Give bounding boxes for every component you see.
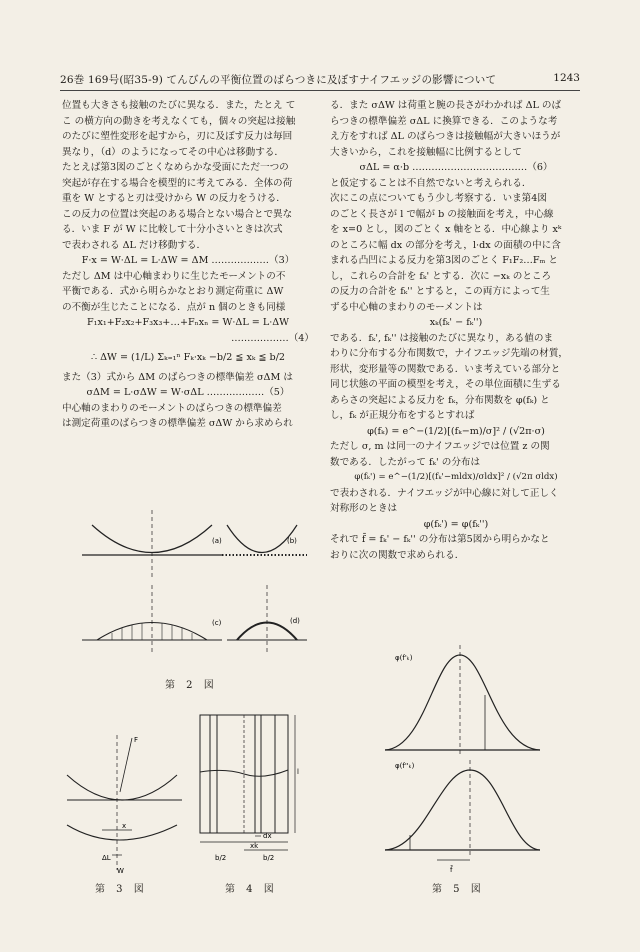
fig2-panel-a [82,510,222,577]
figure-3 [62,730,192,875]
right-column [330,98,582,563]
equation-4-number: ………………（4） [231,332,314,344]
text-line: こ の横方向の動きを考えなくても，個々の突起は接触 [62,115,296,127]
text-line: 大きいから，これを接触幅に比例するとして [330,146,522,158]
text-line: し，これらの合計を fₖ' とする．次に −xₖ のところ [330,270,552,282]
text-line: 中心軸のまわりのモーメントのばらつきの標準偏差 [62,402,282,414]
equation-3: F·x = W·ΔL = L·ΔW = ΔM ………………（3） [81,255,295,266]
fig3-label-x: x [122,822,127,830]
text-line: たとえば第3図のごとくなめらかな受面にただ一つの [62,162,289,173]
text-line: え方をすれば ΔL のばらつきは接触幅が大きいほうが [330,131,561,142]
text-line: である．fₖ', fₖ'' は接触のたびに異なり，ある値のま [330,332,554,344]
fig4-label-b2-right: b/2 [263,854,275,862]
text-line: を x=0 とし，図のごとく x 軸をとる．中心線より xᵏ [330,224,562,235]
text-line: わりに分布する分布関数で，ナイフエッジ先端の材質， [330,348,569,359]
fig2-label-a: (a) [212,537,222,545]
left-column [62,98,314,432]
figure-3-caption: 第 3 図 [95,884,148,895]
fig5-label-phi-double-prime: φ(f''ₖ) [395,762,415,770]
text-line: で表わされる．ナイフエッジが中心線に対して正しく [330,487,559,499]
figure-2-caption: 第 2 図 [165,680,218,691]
text-line: る．いま F が W に比較して十分小さいときは次式 [62,224,283,235]
text-line: ただし σ, m は同一のナイフエッジでは位置 z の関 [330,441,550,452]
equation-6: σΔL = α·b ………………………………（6） [359,162,553,173]
equation-symmetric: φ(fₖ') = φ(fₖ'') [423,518,489,530]
equation-5: σΔM = L·σΔW = W·σΔL ………………（5） [86,387,290,398]
fig2-panel-c [82,585,222,655]
text-line: 異なり，（d）のようになってその中心は移動する． [62,146,284,158]
page-number: 1243 [553,72,580,84]
text-line: のところに幅 dx の部分を考え，l·dx の面積の中に含 [330,239,561,251]
text-line: また（3）式から ΔM のばらつきの標準偏差 σΔM は [62,371,293,383]
equation-normal: φ(fₖ) = e^−(1/2)[(fₖ−m)/σ]² / (√2π·σ) [367,425,545,437]
text-line: 次にこの点についてもう少し考察する．いま第4図 [330,193,547,204]
text-line: ただし ΔM は中心軸まわりに生じたモーメントの不 [62,270,286,282]
equation-4: F₁x₁+F₂x₂+F₃x₃+…+Fₙxₙ = W·ΔL = L·ΔW [86,317,290,328]
text-line: は測定荷重のばらつきの標準偏差 σΔW から求められ [62,418,293,429]
equation-moment: xₖ(fₖ' − fₖ'') [429,317,483,328]
text-line: 平衡である．式から明らかなとおり測定荷重に ΔW [62,286,284,297]
text-line: 位置も大きさも接触のたびに異なる．また，たとえ て [62,100,296,111]
figure-5 [375,640,550,880]
running-header [60,72,580,91]
text-line: で表わされる ΔL だけ移動する． [62,239,207,251]
text-line: この反力の位置は突起のある場合とない場合とで異な [62,208,293,220]
fig5-label-phi-prime: φ(f'ₖ) [395,654,413,662]
text-line: 同じ状態の平面の模型を考え，その単位面積に生ずる [330,379,561,390]
text-line: し，fₖ が正規分布をするとすれば [330,410,475,421]
fig3-label-dL: ΔL [102,854,111,862]
figure-5-caption: 第 5 図 [432,884,485,895]
text-line: の不衡が生じたことになる．点が n 個のときも同様 [62,301,286,313]
text-line: まれる凸凹による反力を第3図のごとく F₁F₂…Fₘ と [330,255,559,266]
equation-fk-prime: φ(fₖ') = e^−(1/2)[(fₖ'−mldx)/σldx]² / (√2π σldx) [354,472,558,482]
fig2-label-c: (c) [212,619,222,627]
fig4-label-dx: dx [263,832,272,840]
text-line: 数である．したがって fₖ' の分布は [330,456,481,468]
figure-2 [62,505,312,665]
fig5-label-fbar: f̄ [450,866,453,874]
fig4-label-b2-left: b/2 [215,854,227,862]
fig4-label-xk: xk [250,842,259,850]
text-line: の反力の合計を fₖ'' とすると，この両方によって生 [330,286,550,297]
figure-4-caption: 第 4 図 [225,884,278,895]
text-line: らつきの標準偏差 σΔL に換算できる．このような考 [330,115,558,127]
text-line: おりに次の関数で求められる． [330,549,465,561]
text-line: る．また σΔW は荷重と腕の長さがわかれば ΔL のば [330,100,562,111]
text-line: 重を W とすると刃は受けから W の反力をうける． [62,193,286,204]
text-line: 突起が存在する場合を模型的に考えてみる．全体の荷 [62,177,293,189]
fig3-label-W: W [117,867,124,875]
text-line: のごとく長さが l で幅が b の接触面を考え，中心線 [330,208,554,220]
fig2-label-d: (d) [290,617,300,625]
fig4-label-l: l [297,768,299,776]
text-line: 対称形のときは [330,503,398,514]
fig3-label-F: F [134,736,139,744]
header-title: 26巻 169号(昭35-9) てんびんの平衡位置のばらつきに及ぼすナイフエッジの影響について [60,74,497,86]
text-line: 形状，変形量等の関数である．いま考えている部分と [330,363,561,375]
equation-sum: ∴ ΔW = (1/L) Σₖ₌₁ⁿ Fₖ·xₖ −b/2 ≦ xₖ ≦ b/2 [90,352,286,363]
figure-4 [195,710,305,875]
fig2-label-b: (b) [287,537,297,545]
text-line: あらさの突起による反力を fₖ，分布関数を φ(fₖ) と [330,394,550,406]
text-line: それで f̄ = fₖ' − fₖ'' の分布は第5図から明らかなと [330,534,550,545]
text-line: と仮定することは不自然でないと考えられる． [330,177,532,189]
text-line: ずる中心軸のまわりのモーメントは [330,301,483,313]
text-line: のたびに塑性変形を起すから，刃に及ぼす反力は毎回 [62,131,293,142]
